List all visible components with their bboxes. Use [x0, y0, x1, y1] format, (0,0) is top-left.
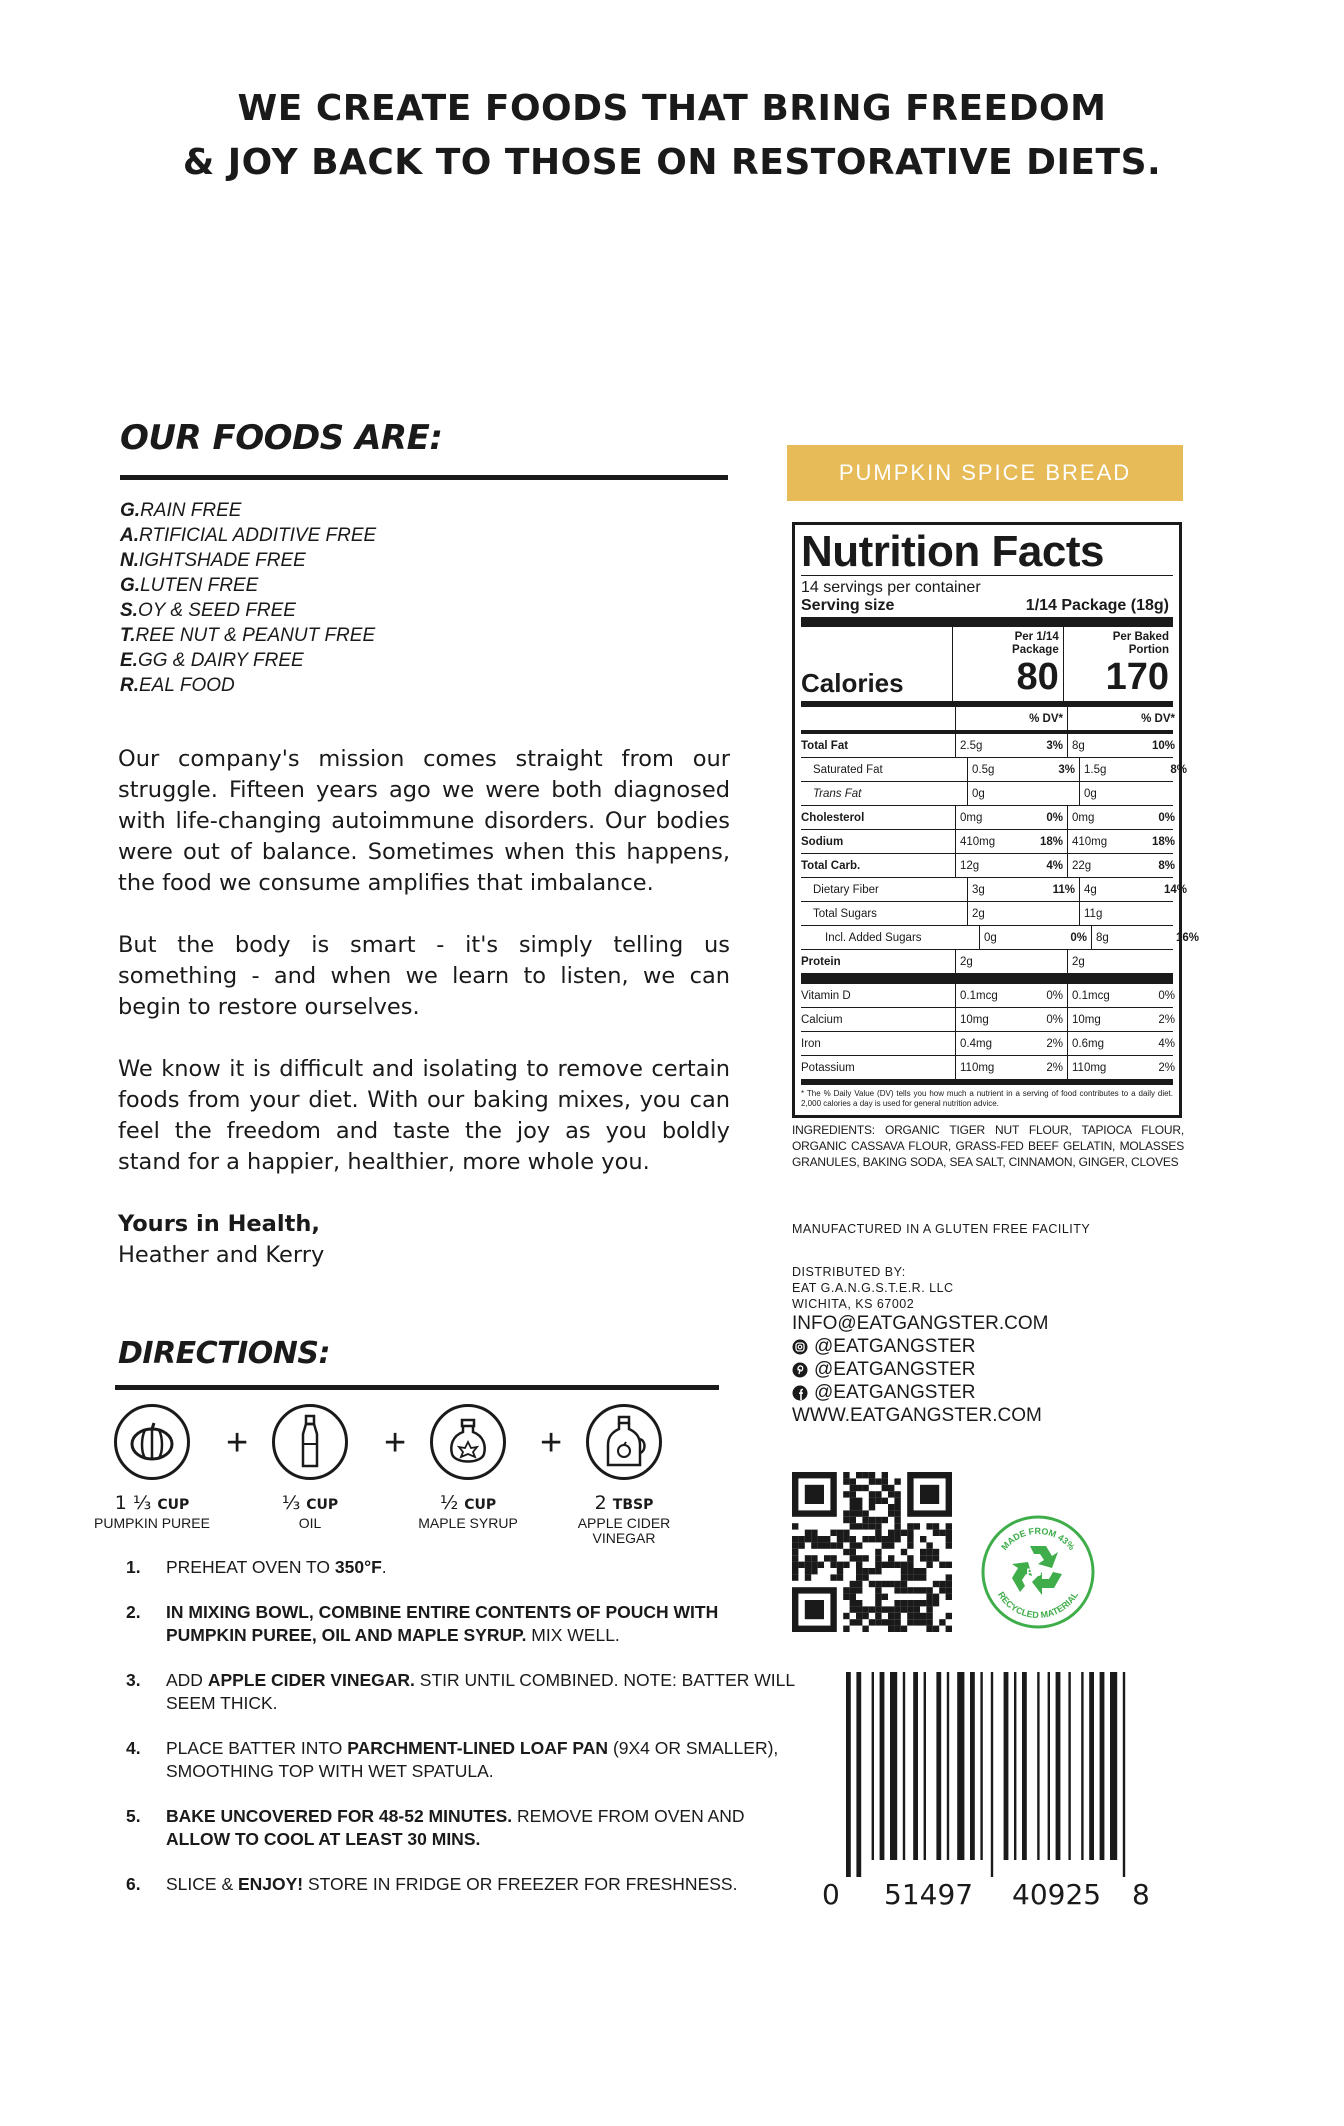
- nutrient-row: Trans Fat 0g 0g: [801, 782, 1173, 806]
- mission-text: [118, 744, 730, 1271]
- pumpkin-icon: [114, 1404, 190, 1480]
- direction-step: 4. PLACE BATTER INTO PARCHMENT-LINED LOAF PAN (9X4 OR SMALLER), SMOOTHING TOP WITH WET SPATULA.: [126, 1738, 779, 1781]
- nutrient-row: Calcium 10mg 0% 10mg 2%: [801, 1008, 1173, 1032]
- ingredient-oil: ⅓ CUP OIL: [250, 1404, 370, 1531]
- nutrient-rows: [801, 734, 1199, 974]
- ingredient-apple-cider-vinegar: 2 TBSP APPLE CIDER VINEGAR: [564, 1404, 684, 1546]
- barcode-left-digit: 0: [822, 1878, 840, 1911]
- email-link[interactable]: INFO@EATGANGSTER.COM: [792, 1313, 1049, 1334]
- facility-note: MANUFACTURED IN A GLUTEN FREE FACILITY: [792, 1222, 1091, 1236]
- product-name-banner: PUMPKIN SPICE BREAD: [787, 445, 1183, 501]
- free-from-item: T.REE NUT & PEANUT FREE: [120, 625, 376, 646]
- facebook-icon: [792, 1385, 808, 1401]
- badge-top-text: MADE FROM 43%: [999, 1525, 1077, 1553]
- plus-sign: +: [226, 1422, 249, 1464]
- nutrition-facts-panel: [792, 522, 1199, 1118]
- ingredient-icons: [92, 1404, 732, 1544]
- nutrient-row: Incl. Added Sugars 0g 0% 8g 16%: [801, 926, 1173, 950]
- free-from-item: A.RTIFICIAL ADDITIVE FREE: [120, 525, 377, 546]
- website-link[interactable]: WWW.EATGANGSTER.COM: [792, 1405, 1042, 1426]
- barcode-group-1: 51497: [884, 1878, 974, 1911]
- nutrient-row: Total Fat 2.5g 3% 8g 10%: [801, 734, 1173, 758]
- plus-sign: +: [540, 1422, 563, 1464]
- maple-syrup-icon: [430, 1404, 506, 1480]
- direction-step: 1. PREHEAT OVEN TO 350°F.: [126, 1557, 387, 1577]
- ingredient-pumpkin: 1 ⅓ CUP PUMPKIN PUREE: [92, 1404, 212, 1531]
- direction-step: 6. SLICE & ENJOY! STORE IN FRIDGE OR FREEZER FOR FRESHNESS.: [126, 1874, 738, 1894]
- calories-row: Calories Per 1/14 Package 80 Per Baked Portion 170: [801, 627, 1173, 702]
- free-from-item: G.LUTEN FREE: [120, 575, 259, 596]
- mission-paragraph-3: We know it is difficult and isolating to remove certain foods from your diet. With our baking mixes, you can feel the freedom and taste the joy as you boldly stand for a happier, healthier, more whole you.: [118, 1056, 730, 1175]
- instagram-link[interactable]: @EATGANGSTER: [792, 1335, 1048, 1358]
- ingredients-list: INGREDIENTS: ORGANIC TIGER NUT FLOUR, TAPIOCA FLOUR, ORGANIC CASSAVA FLOUR, GRASS-FED BEEF GELATIN, MOLASSES GRANULES, BAKING SODA, SEA SALT, CINNAMON, GINGER, CLOVES: [792, 1123, 1184, 1169]
- dv-header-row: % DV* % DV*: [801, 707, 1173, 731]
- free-from-list: [120, 498, 376, 698]
- pinterest-icon: [792, 1362, 808, 1378]
- nutrient-row: Saturated Fat 0.5g 3% 1.5g 8%: [801, 758, 1173, 782]
- direction-steps: [120, 1556, 800, 1918]
- contact-info: [792, 1312, 1048, 1427]
- directions-rule: [115, 1385, 719, 1390]
- plus-sign: +: [384, 1422, 407, 1464]
- barcode-right-digit: 8: [1132, 1878, 1150, 1911]
- free-from-item: E.GG & DAIRY FREE: [120, 650, 304, 671]
- directions-title: DIRECTIONS:: [118, 1336, 331, 1371]
- barcode: [838, 1672, 1138, 1877]
- servings-per-container: 14 servings per container: [801, 579, 981, 596]
- nutrient-row: Vitamin D 0.1mcg 0% 0.1mcg 0%: [801, 984, 1173, 1008]
- vitamin-rows: [801, 984, 1173, 1080]
- nutrient-row: Total Sugars 2g 11g: [801, 902, 1173, 926]
- recycled-material-badge: [978, 1512, 1098, 1632]
- facebook-link[interactable]: @EATGANGSTER: [792, 1381, 1048, 1404]
- nutrient-row: Potassium 110mg 2% 110mg 2%: [801, 1056, 1173, 1080]
- qr-code: [792, 1472, 952, 1632]
- badge-bottom-text: RECYCLED MATERIAL: [995, 1589, 1081, 1621]
- ingredient-maple-syrup: ½ CUP MAPLE SYRUP: [408, 1404, 528, 1531]
- pinterest-link[interactable]: @EATGANGSTER: [792, 1358, 1048, 1381]
- badge-center-text: PCR: [1026, 1567, 1050, 1579]
- nutrient-row: Cholesterol 0mg 0% 0mg 0%: [801, 806, 1173, 830]
- nutrient-row: Sodium 410mg 18% 410mg 18%: [801, 830, 1173, 854]
- calories-per-package: 80: [1016, 656, 1059, 698]
- oil-bottle-icon: [272, 1404, 348, 1480]
- daily-value-footnote: * The % Daily Value (DV) tells you how much a nutrient in a serving of food contributes to a daily diet. 2,000 calories a day is used for general nutrition advice.: [801, 1089, 1173, 1108]
- distributor-info: DISTRIBUTED BY: EAT G.A.N.G.S.T.E.R. LLC WICHITA, KS 67002: [792, 1265, 954, 1311]
- nutrition-facts-title: Nutrition Facts: [801, 527, 1104, 576]
- mission-paragraph-2: But the body is smart - it's simply telling us something - and when we learn to listen, we can begin to restore ourselves.: [118, 932, 730, 1020]
- our-foods-title: OUR FOODS ARE:: [120, 418, 443, 458]
- direction-step: 3. ADD APPLE CIDER VINEGAR. STIR UNTIL COMBINED. NOTE: BATTER WILL SEEM THICK.: [126, 1670, 795, 1713]
- nutrient-row: Protein 2g 2g: [801, 950, 1173, 974]
- calories-per-portion: 170: [1105, 656, 1169, 698]
- direction-step: 2. IN MIXING BOWL, COMBINE ENTIRE CONTENTS OF POUCH WITH PUMPKIN PUREE, OIL AND MAPLE SYRUP. MIX WELL.: [126, 1602, 719, 1645]
- free-from-item: S.OY & SEED FREE: [120, 600, 296, 621]
- nutrient-row: Iron 0.4mg 2% 0.6mg 4%: [801, 1032, 1173, 1056]
- headline: WE CREATE FOODS THAT BRING FREEDOM & JOY BACK TO THOSE ON RESTORATIVE DIETS.: [182, 88, 1162, 183]
- instagram-icon: [792, 1339, 808, 1355]
- sign-off: Yours in Health,: [118, 1211, 320, 1237]
- nutrient-row: Total Carb. 12g 4% 22g 8%: [801, 854, 1173, 878]
- free-from-item: N.IGHTSHADE FREE: [120, 550, 306, 571]
- free-from-item: G.RAIN FREE: [120, 500, 242, 521]
- mission-paragraph-1: Our company's mission comes straight from our struggle. Fifteen years ago we were both diagnosed with life-changing autoimmune disorders. Our bodies were out of balance. Sometimes when this happens, the food we consume amplifies that imbalance.: [118, 746, 730, 896]
- apple-cider-vinegar-icon: [586, 1404, 662, 1480]
- free-from-item: R.EAL FOOD: [120, 675, 235, 696]
- serving-size: Serving size 1/14 Package (18g): [801, 597, 1169, 614]
- our-foods-rule: [120, 475, 728, 480]
- nutrient-row: Dietary Fiber 3g 11% 4g 14%: [801, 878, 1173, 902]
- barcode-group-2: 40925: [1012, 1878, 1102, 1911]
- signature-names: Heather and Kerry: [118, 1242, 325, 1268]
- direction-step: 5. BAKE UNCOVERED FOR 48-52 MINUTES. REMOVE FROM OVEN AND ALLOW TO COOL AT LEAST 30 MINS.: [126, 1806, 745, 1849]
